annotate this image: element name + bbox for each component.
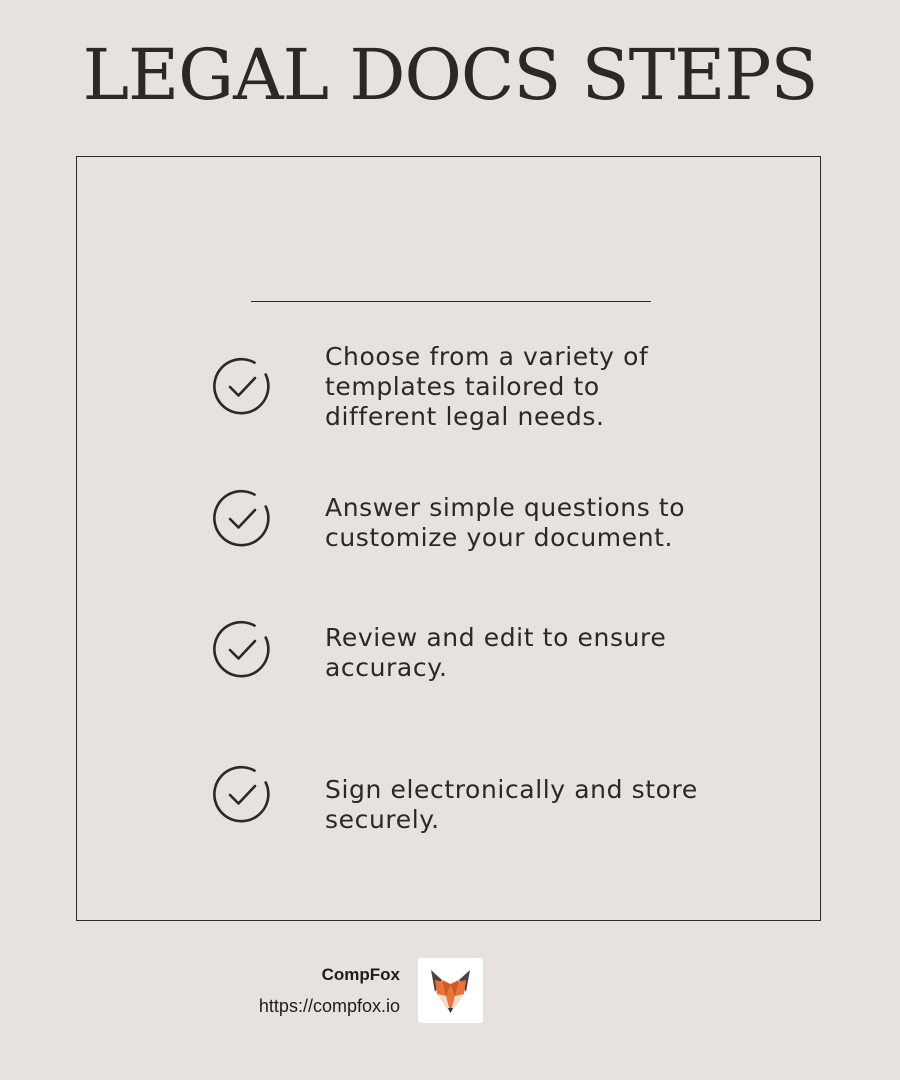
check-circle-icon xyxy=(213,489,273,549)
step-text-line: securely. xyxy=(325,805,440,834)
check-circle-icon xyxy=(213,357,273,417)
divider-line xyxy=(251,301,651,302)
footer-url-link[interactable]: https://compfox.io xyxy=(258,996,400,1016)
footer-brand: CompFox xyxy=(321,965,400,984)
step-text-line: Answer simple questions to xyxy=(325,493,686,522)
check-circle-icon xyxy=(213,765,273,825)
check-circle-icon xyxy=(213,620,273,680)
step-text-line: customize your document. xyxy=(325,523,674,552)
step-text-line: Choose from a variety of xyxy=(325,342,649,371)
step-text-line: different legal needs. xyxy=(325,402,605,431)
step-text-line: templates tailored to xyxy=(325,372,600,401)
fox-logo-icon xyxy=(418,958,483,1023)
page-title: LEGAL DOCS STEPS xyxy=(82,34,818,116)
step-text-line: Review and edit to ensure xyxy=(325,623,667,652)
step-text-line: accuracy. xyxy=(325,653,448,682)
steps-card xyxy=(76,156,821,921)
step-text-line: Sign electronically and store xyxy=(325,775,698,804)
